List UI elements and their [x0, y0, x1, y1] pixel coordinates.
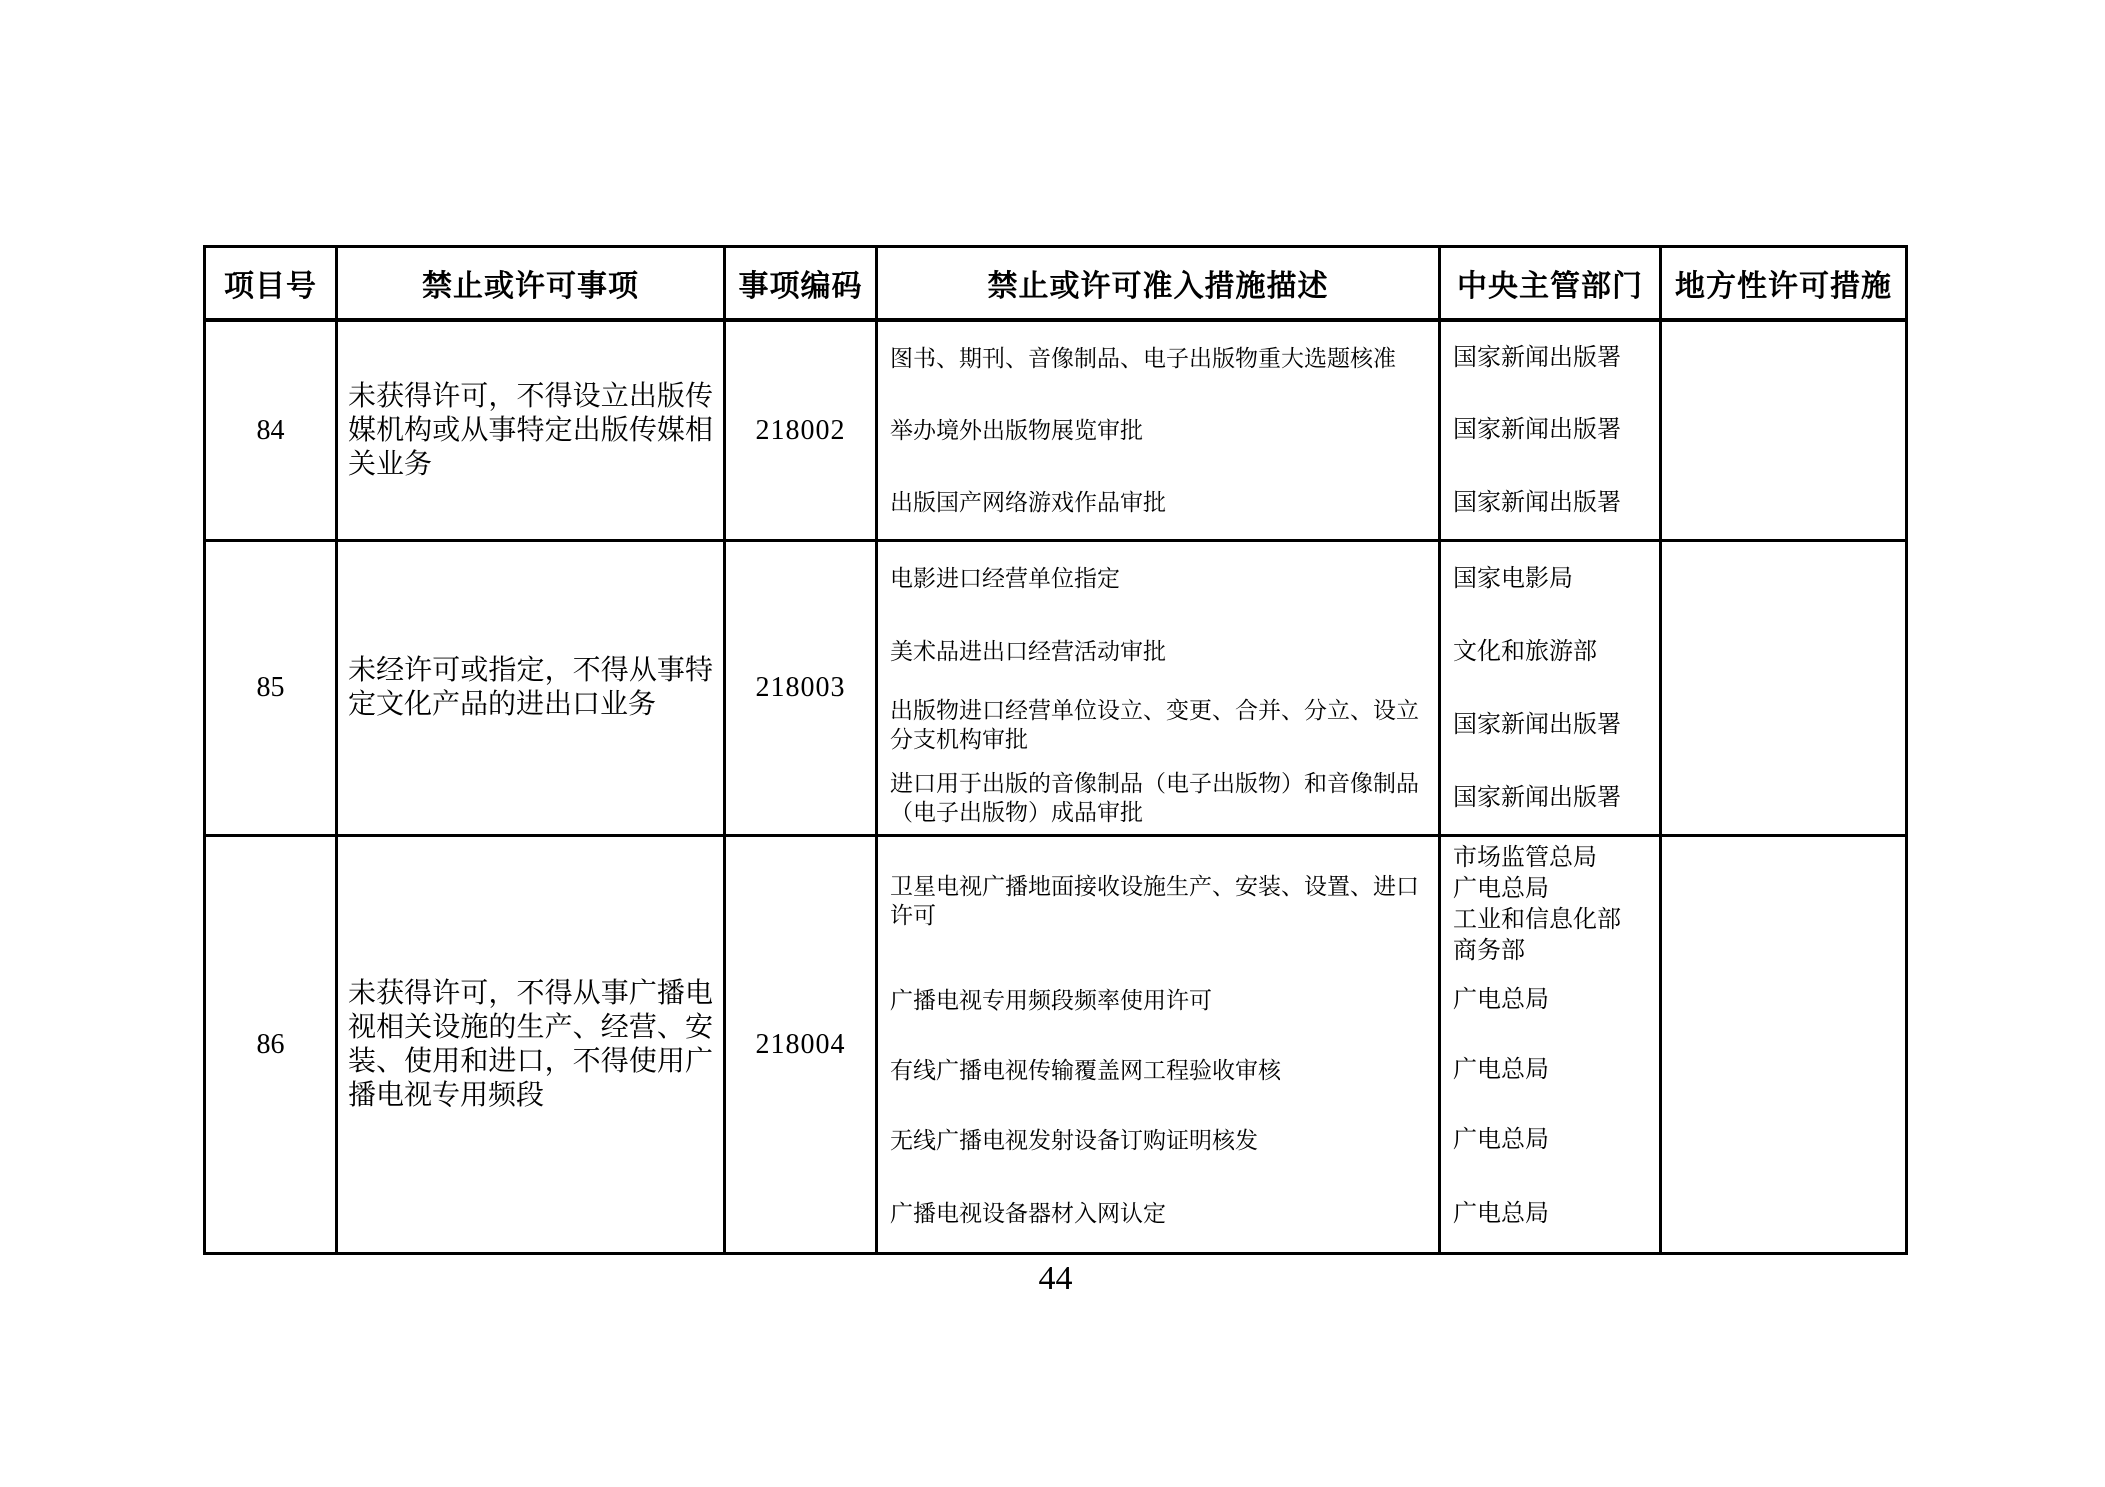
item-no-cell: 85	[206, 542, 338, 837]
header-code: 事项编码	[726, 248, 878, 322]
measures-cell	[878, 542, 1441, 837]
header-measure-desc: 禁止或许可准入措施描述	[878, 248, 1441, 322]
measure-text: 进口用于出版的音像制品（电子出版物）和音像制品（电子出版物）成品审批	[890, 770, 1419, 825]
local-measures-cell	[1662, 542, 1905, 837]
negative-list-table	[203, 245, 1908, 1255]
measure-text: 出版物进口经营单位设立、变更、合并、分立、设立分支机构审批	[890, 697, 1419, 752]
department-text: 国家新闻出版署	[1453, 345, 1621, 372]
item-no-cell: 84	[206, 322, 338, 542]
department-text: 广电总局	[1453, 987, 1549, 1013]
department-text: 广电总局	[1453, 1057, 1549, 1083]
department-text: 工业和信息化部	[1453, 907, 1621, 933]
department-text: 国家新闻出版署	[1453, 711, 1621, 738]
department-text: 国家新闻出版署	[1453, 417, 1621, 444]
header-item-no: 项目号	[206, 248, 338, 322]
measure-text: 出版国产网络游戏作品审批	[890, 490, 1166, 516]
page-number: 44	[1038, 1260, 1073, 1297]
code-cell: 218003	[726, 542, 878, 837]
departments-cell	[1441, 837, 1662, 1252]
measure-text: 卫星电视广播地面接收设施生产、安装、设置、进口许可	[890, 874, 1419, 928]
department-text: 广电总局	[1453, 876, 1549, 902]
matter-text: 未经许可或指定，不得从事特定文化产品的进出口业务	[348, 655, 713, 720]
local-measures-cell	[1662, 837, 1905, 1252]
department-text: 国家电影局	[1453, 565, 1573, 592]
measure-text: 广播电视专用频段频率使用许可	[890, 987, 1212, 1013]
department-text: 商务部	[1453, 938, 1525, 964]
measure-text: 有线广播电视传输覆盖网工程验收审核	[890, 1057, 1281, 1083]
measure-text: 美术品进出口经营活动审批	[890, 639, 1166, 664]
department-group	[1441, 837, 1659, 965]
header-central-dept: 中央主管部门	[1441, 248, 1662, 322]
matter-cell	[338, 837, 726, 1252]
header-matter: 禁止或许可事项	[338, 248, 726, 322]
matter-cell	[338, 542, 726, 837]
departments-cell	[1441, 542, 1662, 837]
measure-text: 无线广播电视发射设备订购证明核发	[890, 1127, 1258, 1153]
department-text: 文化和旅游部	[1453, 638, 1597, 665]
departments-cell	[1441, 322, 1662, 542]
item-no-cell: 86	[206, 837, 338, 1252]
measure-text: 图书、期刊、音像制品、电子出版物重大选题核准	[890, 345, 1396, 371]
code-cell: 218004	[726, 837, 878, 1252]
department-text: 广电总局	[1453, 1127, 1549, 1153]
department-text: 市场监管总局	[1453, 845, 1597, 871]
code-cell: 218002	[726, 322, 878, 542]
measures-cell	[878, 322, 1441, 542]
matter-cell	[338, 322, 726, 542]
department-text: 国家新闻出版署	[1453, 489, 1621, 516]
department-text: 广电总局	[1453, 1200, 1549, 1227]
matter-text: 未获得许可，不得从事广播电视相关设施的生产、经营、安装、使用和进口，不得使用广播电视专用频段	[348, 977, 713, 1111]
measure-text: 广播电视设备器材入网认定	[890, 1201, 1166, 1226]
local-measures-cell	[1662, 322, 1905, 542]
measure-text: 举办境外出版物展览审批	[890, 417, 1143, 443]
matter-text: 未获得许可，不得设立出版传媒机构或从事特定出版传媒相关业务	[348, 380, 713, 480]
measures-cell	[878, 837, 1441, 1252]
header-local-measures: 地方性许可措施	[1662, 248, 1905, 322]
measure-text: 电影进口经营单位指定	[890, 566, 1120, 591]
department-text: 国家新闻出版署	[1453, 784, 1621, 811]
